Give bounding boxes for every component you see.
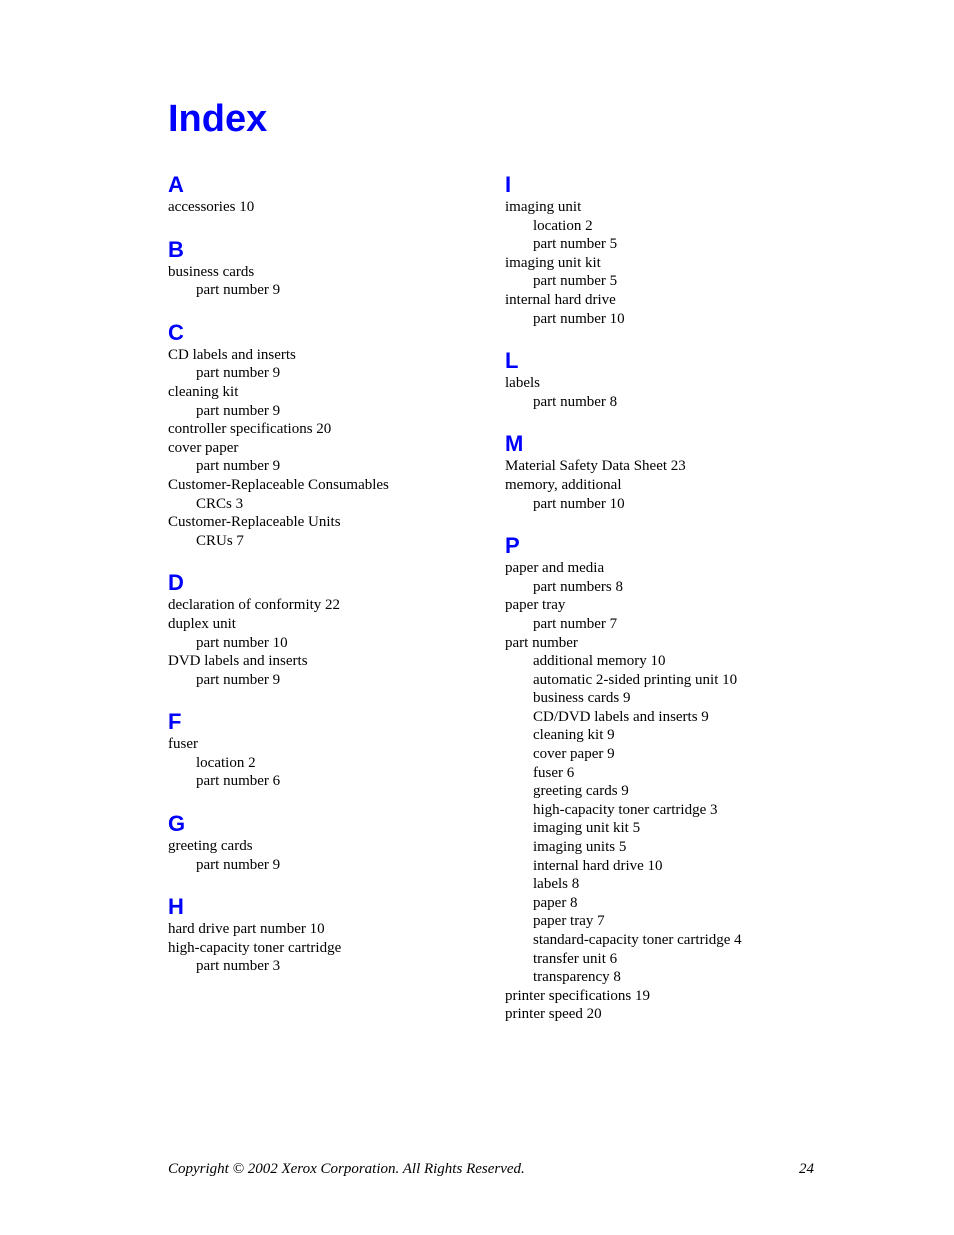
section-letter-heading: B <box>168 236 184 262</box>
index-subentry: fuser 6 <box>533 764 575 781</box>
copyright-notice: Copyright © 2002 Xerox Corporation. All Rights Reserved. <box>168 1161 525 1177</box>
index-subentry: CRUs 7 <box>196 532 244 549</box>
index-section-l <box>505 348 805 411</box>
index-section-d <box>168 570 488 689</box>
section-letter-heading: C <box>168 319 184 345</box>
index-entry: part number <box>505 634 578 651</box>
page-number: 24 <box>799 1161 814 1177</box>
index-subentry: CRCs 3 <box>196 495 244 512</box>
index-subentry: imaging unit kit 5 <box>533 820 641 837</box>
index-subentry: part number 10 <box>196 634 288 651</box>
index-subentry: part number 5 <box>533 273 618 290</box>
index-section-i <box>505 172 805 328</box>
section-letter-heading: H <box>168 894 184 920</box>
index-subentry: part number 9 <box>196 856 281 873</box>
index-entry: cover paper <box>168 439 239 456</box>
index-subentry: part number 10 <box>533 310 625 327</box>
index-subentry: transparency 8 <box>533 969 621 986</box>
index-entry: printer specifications 19 <box>505 987 650 1004</box>
index-column-left <box>168 172 488 996</box>
index-entry: hard drive part number 10 <box>168 921 325 938</box>
index-subentry: part number 6 <box>196 773 281 790</box>
index-entry: memory, additional <box>505 476 622 493</box>
index-subentry: labels 8 <box>533 876 580 893</box>
index-subentry: internal hard drive 10 <box>533 857 663 874</box>
index-subentry: standard-capacity toner cartridge 4 <box>533 932 742 948</box>
index-entry: declaration of conformity 22 <box>168 597 341 614</box>
index-subentry: part number 3 <box>196 958 281 975</box>
index-entry: imaging unit <box>505 199 582 215</box>
index-subentry: imaging units 5 <box>533 839 627 856</box>
section-letter-heading: F <box>168 709 182 735</box>
index-entry: cleaning kit <box>168 383 239 400</box>
index-subentry: cover paper 9 <box>533 746 615 763</box>
index-entry: business cards <box>168 263 255 280</box>
index-subentry: part number 9 <box>196 671 281 688</box>
index-subentry: part number 7 <box>533 615 618 632</box>
index-subentry: paper tray 7 <box>533 913 605 930</box>
index-entry: high-capacity toner cartridge <box>168 939 342 956</box>
index-section-g <box>168 811 488 874</box>
index-subentry: CD/DVD labels and inserts 9 <box>533 708 709 725</box>
index-entry: greeting cards <box>168 838 253 855</box>
index-section-c <box>168 320 488 551</box>
section-letter-heading: P <box>505 533 520 559</box>
index-column-right <box>505 172 805 1044</box>
index-entry: controller specifications 20 <box>168 421 332 438</box>
index-entry: DVD labels and inserts <box>168 653 308 670</box>
index-entry: internal hard drive <box>505 291 616 308</box>
index-subentry: part number 9 <box>196 458 281 475</box>
index-entry: Material Safety Data Sheet 23 <box>505 458 686 475</box>
page-title: Index <box>168 98 268 140</box>
index-section-h <box>168 894 488 976</box>
index-section-f <box>168 709 488 791</box>
index-entry: Customer-Replaceable Consumables <box>168 476 389 493</box>
index-entry: paper tray <box>505 597 566 614</box>
section-letter-heading: D <box>168 570 184 596</box>
index-entry: labels <box>505 375 540 392</box>
index-entry: imaging unit kit <box>505 254 601 271</box>
index-subentry: additional memory 10 <box>533 653 666 670</box>
index-subentry: location 2 <box>196 754 256 771</box>
index-subentry: automatic 2-sided printing unit 10 <box>533 671 738 688</box>
section-letter-heading: I <box>505 172 512 197</box>
index-entry: printer speed 20 <box>505 1006 602 1023</box>
index-entry: accessories 10 <box>168 199 255 215</box>
index-subentry: part number 9 <box>196 365 281 382</box>
index-subentry: transfer unit 6 <box>533 950 618 967</box>
section-letter-heading: M <box>505 431 524 457</box>
index-entry: paper and media <box>505 560 605 577</box>
index-section-b <box>168 237 488 300</box>
index-section-a <box>168 172 488 217</box>
section-letter-heading: G <box>168 811 186 837</box>
index-subentry: part number 10 <box>533 495 625 512</box>
index-subentry: part numbers 8 <box>533 578 623 595</box>
section-letter-heading: L <box>505 348 519 374</box>
index-subentry: business cards 9 <box>533 690 631 707</box>
index-entry: fuser <box>168 736 198 753</box>
index-subentry: cleaning kit 9 <box>533 727 615 744</box>
index-entry: duplex unit <box>168 615 236 632</box>
index-subentry: part number 5 <box>533 236 618 253</box>
index-section-p <box>505 533 805 1024</box>
index-subentry: location 2 <box>533 217 593 234</box>
index-subentry: paper 8 <box>533 894 578 911</box>
index-subentry: part number 8 <box>533 393 618 410</box>
section-letter-heading: A <box>168 172 184 197</box>
index-section-m <box>505 431 805 513</box>
index-entry: CD labels and inserts <box>168 346 296 363</box>
index-subentry: greeting cards 9 <box>533 783 629 800</box>
index-entry: Customer-Replaceable Units <box>168 514 341 531</box>
index-subentry: part number 9 <box>196 282 281 299</box>
index-subentry: part number 9 <box>196 402 281 419</box>
index-subentry: high-capacity toner cartridge 3 <box>533 801 718 818</box>
